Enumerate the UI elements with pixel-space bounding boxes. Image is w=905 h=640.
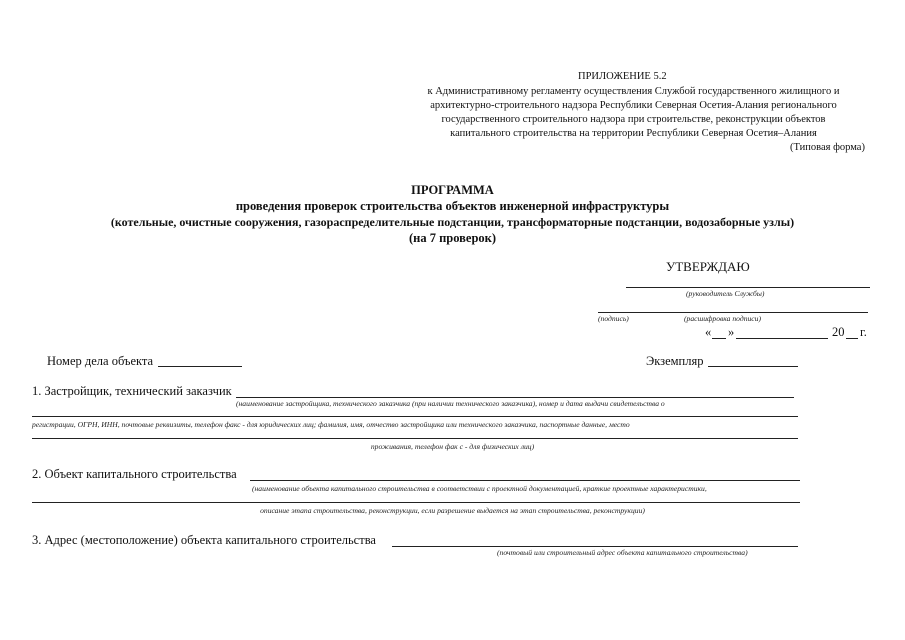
signature-caption: (подпись) [598, 314, 629, 323]
date-year-field[interactable] [846, 338, 858, 339]
developer-field-3[interactable] [32, 438, 798, 439]
developer-caption-2: регистрации, ОГРН, ИНН, почтовые реквизиты, телефон факс - для юридических лиц; фамилия, имя, отчество застройщика или технического заказчика, паспортные данные, место [32, 420, 630, 429]
approval-heading: УТВЕРЖДАЮ [666, 259, 750, 274]
program-checks-count: (на 7 проверок) [408, 231, 497, 245]
object-label: 2. Объект капитального строительства [32, 467, 237, 481]
developer-caption-1: (наименование застройщика, технического заказчика (при наличии технического заказчика), номер и дата выдачи свидетельства о [236, 399, 665, 408]
date-month-field[interactable] [736, 338, 828, 339]
signature-line[interactable] [598, 312, 868, 313]
program-subtitle: проведения проверок строительства объектов инженерной инфраструктуры [235, 199, 670, 213]
object-field-2[interactable] [32, 502, 800, 503]
date-day-field[interactable] [712, 338, 726, 339]
form-type-label: (Типовая форма) [790, 142, 865, 153]
address-label: 3. Адрес (местоположение) объекта капитального строительства [32, 533, 376, 547]
appendix-line-4: капитального строительства на территории Республики Северная Осетия–Алания [450, 128, 817, 139]
developer-field-2[interactable] [32, 416, 798, 417]
copy-field[interactable] [708, 366, 798, 367]
program-facility-types: (котельные, очистные сооружения, газораспределительные подстанции, трансформаторные подстанции, водозаборные узлы) [110, 215, 795, 229]
program-title: ПРОГРАММА [411, 183, 494, 197]
developer-field-1[interactable] [236, 397, 794, 398]
case-number-field[interactable] [158, 366, 242, 367]
appendix-line-1: к Административному регламенту осуществления Службой государственного жилищного и [427, 86, 840, 97]
appendix-line-2: архитектурно-строительного надзора Республики Северная Осетия-Алания регионального [430, 100, 837, 111]
appendix-line-3: государственного строительного надзора при строительстве, реконструкции объектов [441, 114, 826, 125]
head-of-service-line[interactable] [626, 287, 870, 288]
copy-label: Экземпляр [646, 354, 704, 368]
date-quote-open: « [705, 325, 712, 339]
head-of-service-caption: (руководитель Службы) [686, 289, 765, 298]
object-field-1[interactable] [250, 480, 800, 481]
case-number-label: Номер дела объекта [47, 354, 154, 368]
signature-decoding-caption: (расшифровка подписи) [684, 314, 761, 323]
developer-caption-3: проживания, телефон фак с - для физических лиц) [370, 442, 535, 451]
address-field[interactable] [392, 546, 798, 547]
date-quote-close: » [728, 325, 735, 339]
date-year-suffix: г. [860, 325, 867, 339]
developer-label: 1. Застройщик, технический заказчик [32, 384, 232, 398]
date-year-prefix: 20 [832, 325, 845, 339]
object-caption-1: (наименование объекта капитального строительства в соответствии с проектной документацией, краткие проектные характеристики, [252, 484, 707, 493]
appendix-title: ПРИЛОЖЕНИЕ 5.2 [578, 71, 667, 82]
object-caption-2: описание этапа строительства, реконструкции, если разрешение выдается на этап строительства, реконструкции) [260, 506, 645, 515]
address-caption: (почтовый или строительный адрес объекта капитального строительства) [497, 548, 748, 557]
